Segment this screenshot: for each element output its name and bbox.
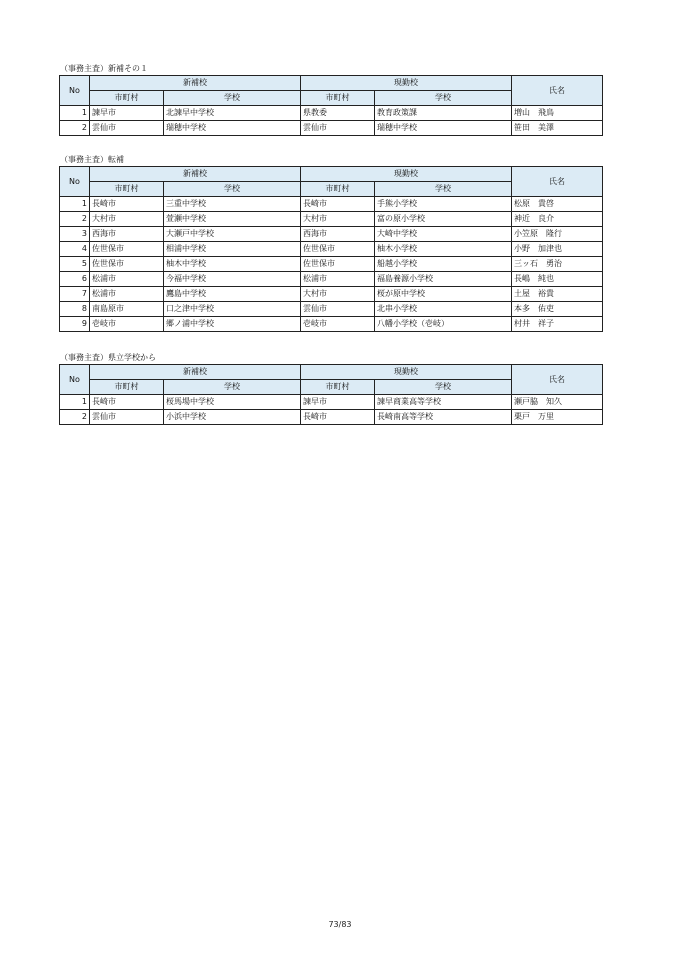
section-3 [59, 353, 602, 425]
cell-current-city: 諫早市 [301, 395, 375, 410]
table-row [60, 197, 603, 212]
cell-current-city: 県教委 [301, 106, 375, 121]
cell-new-school: 大瀬戸中学校 [164, 227, 301, 242]
assignment-table [59, 75, 603, 136]
table-row [60, 242, 603, 257]
cell-name: 長嶋 純也 [512, 272, 603, 287]
cell-current-school: 船越小学校 [375, 257, 512, 272]
header-current-school-name: 学校 [375, 91, 512, 106]
cell-new-school: 三重中学校 [164, 197, 301, 212]
header-no: No [60, 76, 90, 106]
cell-new-city: 諫早市 [90, 106, 164, 121]
section-1 [59, 64, 602, 136]
cell-new-city: 佐世保市 [90, 242, 164, 257]
cell-name: 小笠原 隆行 [512, 227, 603, 242]
cell-current-city: 大村市 [301, 212, 375, 227]
cell-no: 1 [60, 197, 90, 212]
header-new-city: 市町村 [90, 380, 164, 395]
header-new-school-name: 学校 [164, 182, 301, 197]
header-new-school-name: 学校 [164, 91, 301, 106]
header-current-city: 市町村 [301, 91, 375, 106]
header-new-school-name: 学校 [164, 380, 301, 395]
cell-name: 土屋 裕貴 [512, 287, 603, 302]
cell-current-school: 瑞穂中学校 [375, 121, 512, 136]
header-name: 氏名 [512, 76, 603, 106]
cell-no: 2 [60, 212, 90, 227]
table-row [60, 121, 603, 136]
header-current-school-name: 学校 [375, 182, 512, 197]
header-current-school-name: 学校 [375, 380, 512, 395]
cell-no: 2 [60, 121, 90, 136]
cell-current-city: 大村市 [301, 287, 375, 302]
cell-name: 本多 佑吏 [512, 302, 603, 317]
header-new-school: 新補校 [90, 167, 301, 182]
cell-new-city: 松浦市 [90, 287, 164, 302]
table-row [60, 317, 603, 332]
cell-new-city: 大村市 [90, 212, 164, 227]
section-title: （事務主査）新補その１ [60, 64, 148, 73]
cell-new-city: 南島原市 [90, 302, 164, 317]
cell-no: 1 [60, 106, 90, 121]
table-row [60, 272, 603, 287]
cell-current-school: 諫早商業高等学校 [375, 395, 512, 410]
table-row [60, 106, 603, 121]
table-row [60, 395, 603, 410]
cell-name: 笹田 美澤 [512, 121, 603, 136]
assignment-table [59, 166, 603, 332]
table-row [60, 302, 603, 317]
cell-new-city: 雲仙市 [90, 121, 164, 136]
cell-name: 神近 良介 [512, 212, 603, 227]
cell-current-school: 桜が原中学校 [375, 287, 512, 302]
cell-current-city: 佐世保市 [301, 242, 375, 257]
cell-new-city: 雲仙市 [90, 410, 164, 425]
cell-current-city: 長崎市 [301, 197, 375, 212]
cell-new-school: 今福中学校 [164, 272, 301, 287]
table-row [60, 212, 603, 227]
header-current-school: 現勤校 [301, 76, 512, 91]
header-no: No [60, 365, 90, 395]
table-row [60, 257, 603, 272]
section-title: （事務主査）県立学校から [60, 353, 156, 362]
cell-name: 松原 貴啓 [512, 197, 603, 212]
cell-current-city: 雲仙市 [301, 121, 375, 136]
table-row [60, 227, 603, 242]
cell-new-city: 佐世保市 [90, 257, 164, 272]
header-new-city: 市町村 [90, 91, 164, 106]
cell-new-school: 郷ノ浦中学校 [164, 317, 301, 332]
cell-no: 9 [60, 317, 90, 332]
cell-current-city: 雲仙市 [301, 302, 375, 317]
cell-no: 2 [60, 410, 90, 425]
cell-current-school: 北串小学校 [375, 302, 512, 317]
cell-new-school: 相浦中学校 [164, 242, 301, 257]
cell-no: 6 [60, 272, 90, 287]
cell-current-school: 長崎南高等学校 [375, 410, 512, 425]
cell-no: 8 [60, 302, 90, 317]
cell-current-school: 福島養源小学校 [375, 272, 512, 287]
cell-new-city: 松浦市 [90, 272, 164, 287]
cell-no: 5 [60, 257, 90, 272]
table-row [60, 410, 603, 425]
header-no: No [60, 167, 90, 197]
cell-name: 栗戸 万里 [512, 410, 603, 425]
cell-name: 瀬戸脇 知久 [512, 395, 603, 410]
cell-name: 増山 飛鳥 [512, 106, 603, 121]
cell-current-school: 大崎中学校 [375, 227, 512, 242]
cell-new-school: 小浜中学校 [164, 410, 301, 425]
cell-name: 三ッ石 勇治 [512, 257, 603, 272]
header-current-city: 市町村 [301, 182, 375, 197]
header-name: 氏名 [512, 167, 603, 197]
header-name: 氏名 [512, 365, 603, 395]
cell-no: 1 [60, 395, 90, 410]
cell-current-school: 富の原小学校 [375, 212, 512, 227]
cell-current-school: 柚木小学校 [375, 242, 512, 257]
cell-current-school: 八幡小学校（壱岐） [375, 317, 512, 332]
cell-new-city: 壱岐市 [90, 317, 164, 332]
cell-new-city: 長崎市 [90, 197, 164, 212]
cell-new-school: 柚木中学校 [164, 257, 301, 272]
cell-current-city: 壱岐市 [301, 317, 375, 332]
page-number: 73/83 [328, 920, 352, 929]
header-new-city: 市町村 [90, 182, 164, 197]
section-2 [59, 155, 602, 332]
cell-new-school: 瑞穂中学校 [164, 121, 301, 136]
cell-current-city: 長崎市 [301, 410, 375, 425]
cell-current-city: 佐世保市 [301, 257, 375, 272]
cell-new-school: 萱瀬中学校 [164, 212, 301, 227]
table-row [60, 287, 603, 302]
header-current-city: 市町村 [301, 380, 375, 395]
cell-new-school: 桜馬場中学校 [164, 395, 301, 410]
cell-current-city: 西海市 [301, 227, 375, 242]
cell-no: 4 [60, 242, 90, 257]
cell-new-city: 西海市 [90, 227, 164, 242]
cell-current-city: 松浦市 [301, 272, 375, 287]
header-current-school: 現勤校 [301, 167, 512, 182]
cell-name: 小野 加津也 [512, 242, 603, 257]
cell-new-school: 北諫早中学校 [164, 106, 301, 121]
cell-current-school: 手熊小学校 [375, 197, 512, 212]
header-current-school: 現勤校 [301, 365, 512, 380]
assignment-table [59, 364, 603, 425]
header-new-school: 新補校 [90, 365, 301, 380]
cell-new-school: 口之津中学校 [164, 302, 301, 317]
cell-name: 村井 祥子 [512, 317, 603, 332]
cell-no: 7 [60, 287, 90, 302]
cell-new-city: 長崎市 [90, 395, 164, 410]
cell-no: 3 [60, 227, 90, 242]
cell-current-school: 教育政策課 [375, 106, 512, 121]
cell-new-school: 鷹島中学校 [164, 287, 301, 302]
header-new-school: 新補校 [90, 76, 301, 91]
section-title: （事務主査）転補 [60, 155, 124, 164]
